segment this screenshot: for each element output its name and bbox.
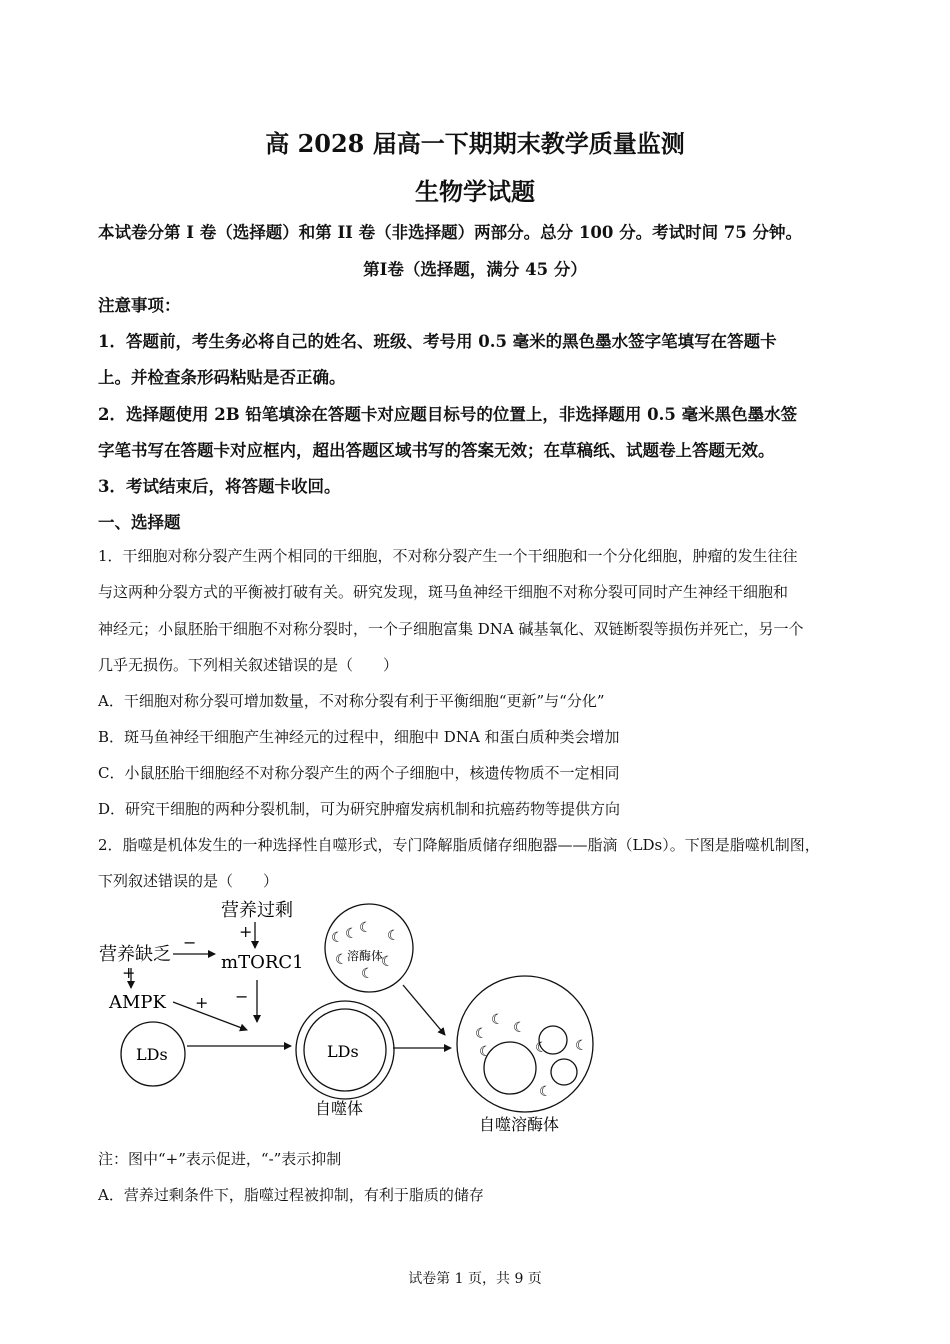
q2-stem-line: 2．脂噬是机体发生的一种选择性自噬形式，专门降解脂质储存细胞器——脂滴（LDs）。下图是脂噬机制图，	[98, 836, 820, 854]
moon-icon: ☾	[359, 920, 372, 936]
moon-icon: ☾	[539, 1084, 552, 1100]
autolysosome-label: 自噬溶酶体	[479, 1115, 560, 1134]
moon-icon: ☾	[479, 1044, 492, 1060]
moon-icon: ☾	[381, 954, 394, 970]
undernutrition-label: 营养缺乏	[99, 944, 171, 965]
arrow-ampk-promote	[173, 1002, 247, 1030]
moon-icon: ☾	[331, 930, 344, 946]
plus-sign: +	[195, 993, 209, 1012]
moon-icon: ☾	[513, 1020, 526, 1036]
moon-icon: ☾	[345, 926, 358, 942]
mtorc1-label: mTORC1	[221, 952, 304, 973]
plus-sign: +	[122, 963, 136, 982]
q1-option-b: B．斑马鱼神经干细胞产生神经元的过程中，细胞中 DNA 和蛋白质种类会增加	[98, 728, 620, 746]
notice-item-1a: 1．答题前，考生务必将自己的姓名、班级、考号用 0.5 毫米的黑色墨水签字笔填写在答题卡	[98, 332, 777, 351]
notice-heading: 注意事项：	[98, 296, 181, 315]
arrow-lysosome-autolysosome	[403, 985, 445, 1035]
overnutrition-label: 营养过剩	[221, 900, 293, 921]
lds-label: LDs	[136, 1045, 168, 1064]
q1-stem-line: 1．干细胞对称分裂产生两个相同的干细胞，不对称分裂产生一个干细胞和一个分化细胞，肿瘤的发生往往	[98, 547, 798, 565]
lysosome-label: 溶酶体	[347, 949, 384, 963]
notice-item-1b: 上。并检查条形码粘贴是否正确。	[98, 368, 346, 387]
moon-icon: ☾	[575, 1038, 588, 1054]
autolysosome	[457, 976, 593, 1112]
notice-item-2a: 2．选择题使用 2B 铅笔填涂在答题卡对应题目标号的位置上，非选择题用 0.5 毫米黑色墨水签	[98, 405, 798, 424]
ampk-label: AMPK	[109, 992, 166, 1013]
q2-option-a: A．营养过剩条件下，脂噬过程被抑制，有利于脂质的储存	[98, 1186, 484, 1204]
minus-sign: −	[183, 933, 197, 952]
minus-sign: −	[235, 987, 249, 1006]
notice-item-3: 3．考试结束后，将答题卡收回。	[98, 477, 341, 496]
moon-icon: ☾	[335, 952, 348, 968]
exam-title: 高 2028 届高一下期期末教学质量监测	[265, 129, 685, 158]
moon-icon: ☾	[491, 1012, 504, 1028]
plus-sign: +	[239, 922, 253, 941]
moon-icon: ☾	[361, 966, 374, 982]
lipophagy-diagram	[95, 890, 615, 1140]
subject-title: 生物学试题	[415, 177, 535, 206]
q1-stem-line: 与这两种分裂方式的平衡被打破有关。研究发现，斑马鱼神经干细胞不对称分裂可同时产生神经干细胞和	[98, 583, 789, 601]
q1-option-c: C．小鼠胚胎干细胞经不对称分裂产生的两个子细胞中，核遗传物质不一定相同	[98, 764, 620, 782]
q1-option-d: D．研究干细胞的两种分裂机制，可为研究肿瘤发病机制和抗癌药物等提供方向	[98, 800, 621, 818]
section-heading: 一、选择题	[98, 513, 181, 532]
q2-figure-note: 注：图中“+”表示促进，“-”表示抑制	[98, 1150, 342, 1168]
notice-item-2b: 字笔书写在答题卡对应框内，超出答题区域书写的答案无效；在草稿纸、试题卷上答题无效。	[98, 441, 775, 460]
lds-label: LDs	[327, 1042, 359, 1061]
q1-stem-line: 神经元；小鼠胚胎干细胞不对称分裂时，一个子细胞富集 DNA 碱基氧化、双链断裂等损伤并死亡，另一个	[98, 620, 804, 638]
q1-option-a: A．干细胞对称分裂可增加数量，不对称分裂有利于平衡细胞“更新”与“分化”	[98, 692, 605, 710]
q2-stem-line: 下列叙述错误的是（ ）	[98, 872, 279, 890]
lipid-droplet-fragment	[551, 1059, 577, 1085]
exam-summary: 本试卷分第 I 卷（选择题）和第 II 卷（非选择题）两部分。总分 100 分。考试时间 75 分钟。	[98, 223, 803, 242]
moon-icon: ☾	[387, 928, 400, 944]
autophagosome-label: 自噬体	[315, 1099, 364, 1118]
page-footer: 试卷第 1 页，共 9 页	[408, 1271, 542, 1287]
q1-stem-line: 几乎无损伤。下列相关叙述错误的是（ ）	[98, 656, 399, 674]
moon-icon: ☾	[535, 1040, 548, 1056]
moon-icon: ☾	[475, 1026, 488, 1042]
lipid-droplet-fragment	[484, 1042, 536, 1094]
part1-heading: 第Ⅰ卷（选择题，满分 45 分）	[363, 260, 587, 279]
